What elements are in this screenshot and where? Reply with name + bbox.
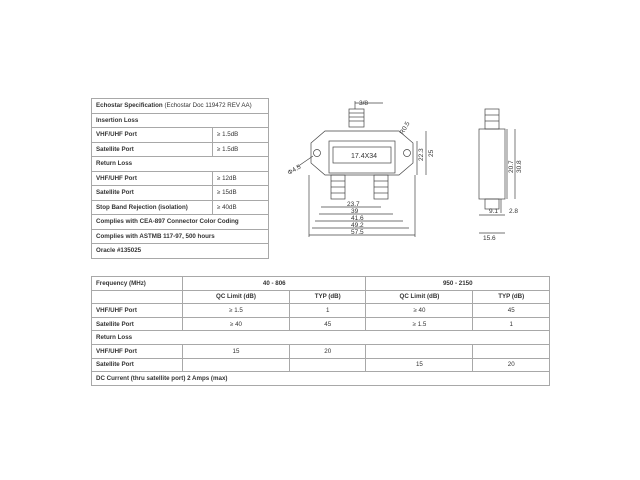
cell: 1 [473,317,550,331]
dim-49-2: 49.2 [351,222,364,229]
row-label: Stop Band Rejection (isolation) [92,200,213,215]
row-label: VHF/UHF Port [92,344,183,358]
table-row [92,142,269,157]
qc-header: QC Limit (dB) [183,290,290,304]
table-row [92,317,550,331]
cell: 15 [183,344,290,358]
table-row [92,113,269,128]
row-value: ≥ 1.5dB [213,128,269,143]
empty-cell [92,290,183,304]
cell: 1 [289,304,366,318]
table-row [92,331,550,345]
table-row [92,215,269,230]
dim-top: 3/8 [359,100,369,107]
row-value: ≥ 12dB [213,171,269,186]
spec-table [91,98,269,259]
dim-15-6: 15.6 [483,235,496,242]
return-loss-heading: Return Loss [92,157,269,172]
dim-39: 39 [351,208,359,215]
table-row [92,290,550,304]
row-label: VHF/UHF Port [92,171,213,186]
dim-41-6: 41.6 [351,215,364,222]
table-row [92,171,269,186]
row-label: Satellite Port [92,142,213,157]
dim-side-a: 20.7 [508,160,515,173]
table-row [92,372,550,386]
table-row [92,99,269,114]
freq-label: Frequency (MHz) [92,277,183,291]
dim-2-8: 2.8 [509,208,519,215]
insertion-loss-heading: Insertion Loss [92,113,269,128]
cell: 20 [289,344,366,358]
cell: 45 [289,317,366,331]
table-row [92,244,269,259]
return-loss-heading: Return Loss [92,331,550,345]
table-row [92,229,269,244]
table-row [92,200,269,215]
dim-23-7: 23.7 [347,201,360,208]
row-label: VHF/UHF Port [92,128,213,143]
table-row [92,186,269,201]
body-label: 17.4X34 [351,153,378,160]
dim-57-5: 57.5 [351,229,364,236]
table-row [92,344,550,358]
table-row [92,128,269,143]
astmb-note: Complies with ASTMB 117-97, 500 hours [92,229,269,244]
mount-hole-right [404,150,411,157]
qc-header: QC Limit (dB) [366,290,473,304]
table-row [92,277,550,291]
band-low: 40 - 806 [183,277,366,291]
cell: ≥ 40 [183,317,290,331]
typ-header: TYP (dB) [473,290,550,304]
oracle-number: Oracle #135025 [92,244,269,259]
cell [183,358,290,372]
typ-header: TYP (dB) [289,290,366,304]
dim-hole: Φ4.5 [286,163,303,177]
cea-note: Complies with CEA-897 Connector Color Coding [92,215,269,230]
row-value: ≥ 15dB [213,186,269,201]
row-label: Satellite Port [92,358,183,372]
cell: ≥ 40 [366,304,473,318]
row-label: VHF/UHF Port [92,304,183,318]
spec-header: Echostar Specification (Echostar Doc 119472 REV AA) [92,99,269,114]
dim-22-3: 22.3 [418,148,425,161]
cell [289,358,366,372]
table-row [92,358,550,372]
cell [366,344,473,358]
table-row [92,157,269,172]
cell: ≥ 1.5 [366,317,473,331]
row-value: ≥ 40dB [213,200,269,215]
mount-hole-left [314,150,321,157]
dim-25: 25 [428,149,435,157]
performance-table [91,276,550,386]
table-row [92,304,550,318]
splitter-drawing [283,95,533,247]
cell: ≥ 1.5 [183,304,290,318]
cell: 20 [473,358,550,372]
row-label: Satellite Port [92,186,213,201]
band-high: 950 - 2150 [366,277,550,291]
cell [473,344,550,358]
dim-radius: R0.5 [398,120,412,136]
cell: 15 [366,358,473,372]
dc-current-note: DC Current (thru satellite port) 2 Amps (max) [92,372,550,386]
row-value: ≥ 1.5dB [213,142,269,157]
dim-9-1: 9.1 [489,208,499,215]
top-connector [349,109,364,127]
row-label: Satellite Port [92,317,183,331]
dim-side-b: 30.8 [516,160,523,173]
cell: 45 [473,304,550,318]
